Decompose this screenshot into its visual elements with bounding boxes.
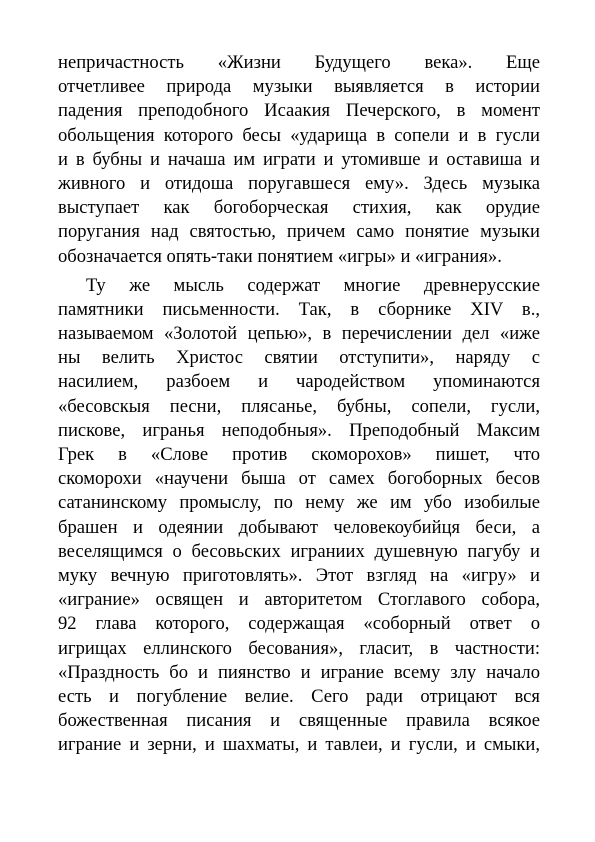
text-line: игрищах еллинского бесования», гласит, в частности: bbox=[58, 637, 540, 659]
text-line: 92 глава которого, содержащая «соборный ответ о bbox=[58, 613, 540, 635]
text-line: и в бубны и начаша им играти и утомивше и оставиша и bbox=[58, 148, 540, 170]
text-line: называемом «Золотой цепью», в перечислении дел «иже bbox=[58, 323, 540, 345]
text-line: «Праздность бо и пиянство и играние всему злу начало bbox=[58, 661, 540, 683]
text-line: Ту же мысль содержат многие древнерусские bbox=[86, 274, 540, 296]
text-line: живного и отидоша поругавшеся ему». Здесь музыка bbox=[58, 172, 540, 194]
text-line: падения преподобного Исаакия Печерского, в момент bbox=[58, 100, 540, 122]
text-line: муку вечную приготовлять». Этот взгляд на «игру» и bbox=[58, 564, 540, 586]
text-line: поругания над святостью, причем само понятие музыки bbox=[58, 221, 540, 243]
text-line: божественная писания и священные правила всякое bbox=[58, 710, 540, 732]
text-line: пискове, игранья неподобныя». Преподобный Максим bbox=[58, 419, 540, 441]
text-line: ны велить Христос святии отступити», наряду с bbox=[58, 347, 540, 369]
text-line: насилием, разбоем и чародейством упоминаются bbox=[58, 371, 540, 393]
text-line: брашен и одеянии добывают человекоубийця беси, а bbox=[58, 516, 540, 538]
text-line: сатанинскому промыслу, по нему же им убо изобилые bbox=[58, 492, 540, 514]
text-line: Грек в «Слове против скоморохов» пишет, что bbox=[58, 444, 540, 465]
text-line: «играние» освящен и авторитетом Стоглавого собора, bbox=[58, 589, 540, 611]
text-line: памятники письменности. Так, в сборнике XIV в., bbox=[58, 298, 540, 320]
text-line: обозначается опять-таки понятием «игры» и «играния». bbox=[58, 245, 502, 267]
text-line: отчетливее природа музыки выявляется в истории bbox=[58, 76, 540, 98]
text-line: веселящимся о бесовьских играниих душевную пагубу и bbox=[58, 540, 540, 562]
paragraph-1 bbox=[58, 51, 540, 269]
text-line: непричастность «Жизни Будущего века». Еще bbox=[58, 52, 540, 73]
document-page bbox=[58, 51, 540, 757]
text-line: «бесовскыя песни, плясанье, бубны, сопели, гусли, bbox=[58, 395, 540, 417]
text-line: играние и зерни, и шахматы, и тавлеи, и гусли, и смыки, bbox=[58, 734, 540, 756]
text-line: обольщения которого бесы «ударища в сопели и в гусли bbox=[58, 124, 540, 146]
paragraph-2 bbox=[58, 274, 540, 758]
text-line: есть и погубление велие. Сего ради отрицают вся bbox=[58, 685, 540, 707]
text-line: выступает как богоборческая стихия, как орудие bbox=[58, 197, 540, 219]
text-line: скоморохи «научени быша от самех богоборных бесов bbox=[58, 468, 540, 490]
